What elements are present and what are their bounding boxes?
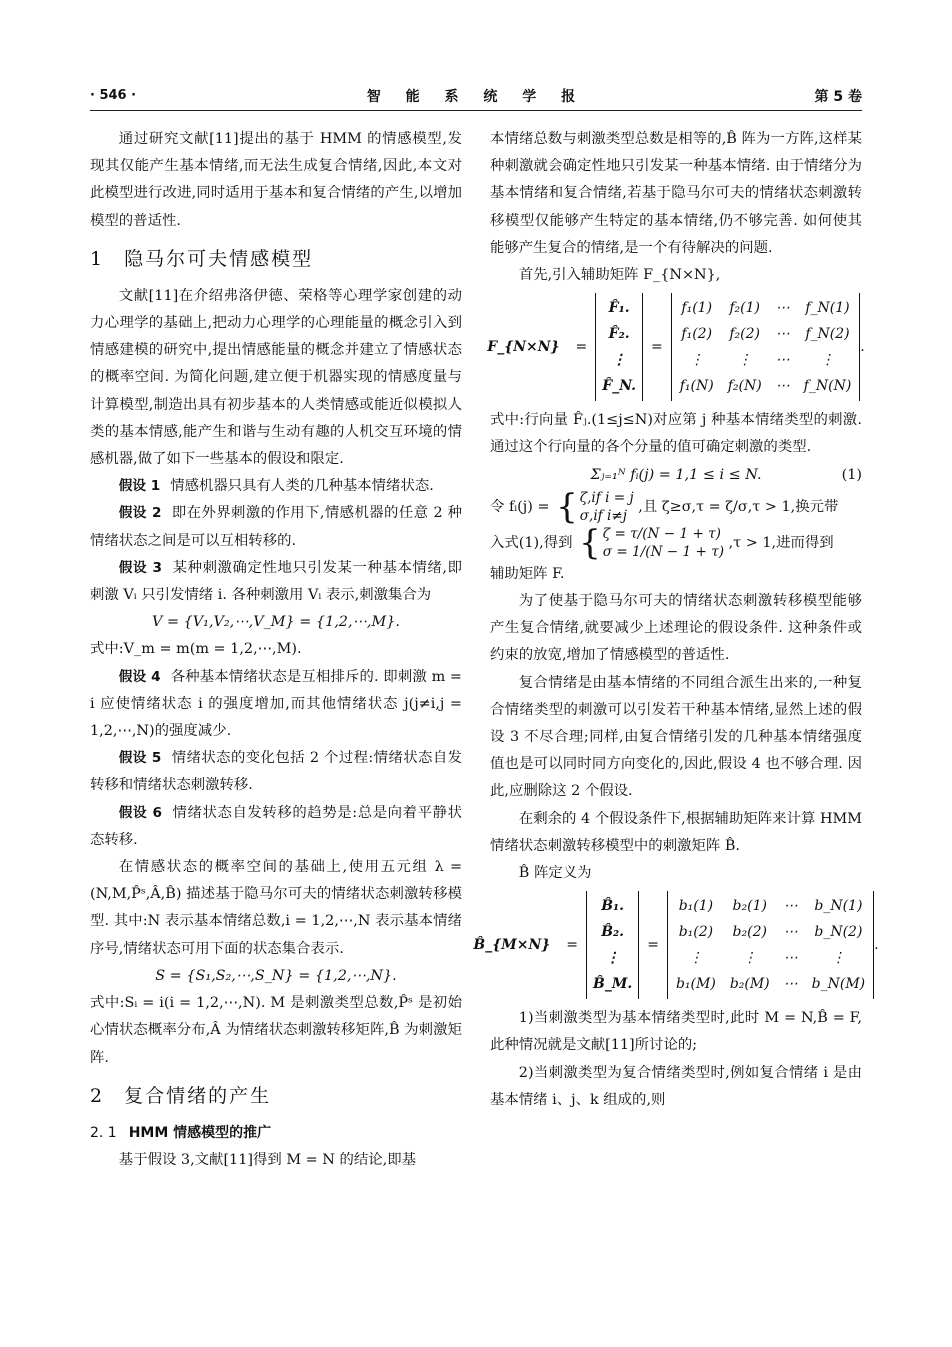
intro-paragraph: 通过研究文献[11]提出的基于 HMM 的情感模型,发现其仅能产生基本情绪,而无法生成复合情绪,因此,本文对此模型进行改进,同时适用于基本和复合情绪的产生,以增加模型的普适性. xyxy=(90,131,462,229)
vector-entry: F̂₂. xyxy=(608,326,630,343)
matrix-cell: f₂(N) xyxy=(727,378,762,395)
journal-title: 智 能 系 统 学 报 xyxy=(366,89,586,105)
assumption-2 xyxy=(90,500,462,554)
paragraph: 1)当刺激类型为基本情绪类型时,此时 M = N,B̂ = F,此种情况就是文献[11]所讨论的; xyxy=(490,1010,862,1054)
matrix-cell: f_N(2) xyxy=(805,326,850,343)
solution-suffix: ,τ > 1,进而得到 xyxy=(728,534,834,551)
section-title: 隐马尔可夫情感模型 xyxy=(124,247,314,270)
piecewise-suffix: ,且 ζ≥σ,τ = ζ/σ,τ > 1,换元带 xyxy=(638,498,839,515)
matrix-cell: f_N(N) xyxy=(803,378,852,395)
running-header xyxy=(90,86,862,111)
assumption-3 xyxy=(90,555,462,609)
assumption-label: 假设 3 xyxy=(118,559,162,576)
piecewise-cases xyxy=(554,486,634,527)
page-number: · 546 · xyxy=(90,88,137,103)
assumption-label: 假设 5 xyxy=(118,750,162,767)
equation-body: Σⱼ₌₁ᴺ fᵢ(j) = 1,1 ≤ i ≤ N. xyxy=(590,466,762,483)
matrix-cell: f₁(2) xyxy=(681,326,713,343)
vector-entry: ⋮ xyxy=(605,950,620,967)
matrix-cell: b₂(1) xyxy=(732,898,767,915)
row-vector-column xyxy=(586,891,639,999)
matrix-cell: ⋮ xyxy=(689,352,704,369)
vector-entry: ⋮ xyxy=(612,352,627,369)
matrix-cell: b₂(M) xyxy=(729,976,770,993)
matrix-cell: b₁(2) xyxy=(678,924,714,941)
matrix-cell: ⋯ xyxy=(783,950,798,967)
matrix-cell: f₁(N) xyxy=(679,378,714,395)
equation-number: (1) xyxy=(841,466,862,483)
case-line: ζ = τ/(N − 1 + τ) xyxy=(602,525,721,542)
case-line: σ = 1/(N − 1 + τ) xyxy=(602,543,725,560)
case-line: σ,if i≠j xyxy=(579,507,627,524)
matrix-cell: b₁(M) xyxy=(675,976,716,993)
paragraph: 在剩余的 4 个假设条件下,根据辅助矩阵来计算 HMM 情绪状态刺激转移模型中的刺激矩阵 B̂. xyxy=(490,810,862,854)
matrix-cell: ⋮ xyxy=(831,950,846,967)
equals-sign: = xyxy=(647,936,659,953)
matrix-cell: ⋯ xyxy=(775,326,790,343)
paragraph: 复合情绪是由基本情绪的不同组合派生出来的,一种复合情绪类型的刺激可以引发若干种基本情绪,显然上述的假设 3 不尽合理;同样,由复合情绪引发的几种基本情绪强度值也是可以同时同方向变化的,因此,假设 4 也不够合理. 因此,应删除这 2 个假设. xyxy=(490,674,862,800)
matrix-label: B̂_{M×N} xyxy=(473,936,551,953)
paragraph: 为了使基于隐马尔可夫的情绪状态刺激转移模型能够产生复合情绪,就要减少上述理论的假设条件. 这种条件或约束的放宽,增加了情感模型的普适性. xyxy=(490,593,862,664)
matrix-grid xyxy=(667,891,874,999)
assumption-text: 某种刺激确定性地只引发某一种基本情绪,即刺激 Vᵢ 只引发情绪 i. 各种刺激用 Vᵢ 表示,刺激集合为 xyxy=(90,559,462,604)
where-clause: 式中:V_m = m(m = 1,2,⋯,M). xyxy=(90,641,302,658)
matrix-B xyxy=(473,891,879,999)
equation-S: S = {S₁,S₂,⋯,S_N} = {1,2,⋯,N}. xyxy=(155,967,397,984)
vector-entry: F̂₁. xyxy=(608,300,630,317)
matrix-cell: ⋮ xyxy=(737,352,752,369)
vector-entry: B̂₁. xyxy=(601,898,625,915)
matrix-cell: b_N(2) xyxy=(814,924,863,941)
vector-entry: B̂_M. xyxy=(593,976,633,993)
matrix-cell: b₂(2) xyxy=(732,924,767,941)
assumption-6 xyxy=(90,800,462,854)
matrix-cell: ⋯ xyxy=(775,300,790,317)
matrix-cell: b_N(1) xyxy=(814,898,863,915)
matrix-cell: b_N(M) xyxy=(811,976,866,993)
paragraph: 基于假设 3,文献[11]得到 M = N 的结论,即基 xyxy=(118,1151,416,1168)
volume-label: 第 5 卷 xyxy=(814,89,862,105)
vector-entry: F̂_N. xyxy=(602,378,636,395)
brace: { xyxy=(579,522,601,563)
paragraph: 在情感状态的概率空间的基础上,使用五元组 λ = (N,M,P̂ˢ,Â,B̂) 描述基于隐马尔可夫的情绪状态刺激转移模型. 其中:N 表示基本情绪总数,i = 1,2,⋯,N 表示基本情绪序号,情绪状态可用下面的状态集合表示. xyxy=(90,859,462,957)
equation-1 xyxy=(490,462,862,489)
matrix-cell: f₂(1) xyxy=(729,300,760,317)
brace: { xyxy=(556,486,578,527)
assumption-label: 假设 6 xyxy=(118,804,162,821)
matrix-cell: b₁(1) xyxy=(678,898,714,915)
assumption-label: 假设 2 xyxy=(118,505,162,522)
section-1-heading xyxy=(90,239,462,279)
assumption-text: 情绪状态自发转移的趋势是:总是向着平静状态转移. xyxy=(90,804,462,848)
matrix-cell: ⋮ xyxy=(688,950,703,967)
piecewise-definition xyxy=(490,486,862,527)
assumption-label: 假设 1 xyxy=(118,478,161,495)
equals-sign: = xyxy=(651,338,663,355)
section-number: 1 xyxy=(90,247,105,270)
matrix-F xyxy=(487,293,865,401)
paragraph: 辅助矩阵 F. xyxy=(490,565,565,582)
paragraph: 2)当刺激类型为复合情绪类型时,例如复合情绪 i 是由基本情绪 i、j、k 组成的,则 xyxy=(490,1064,862,1108)
matrix-cell: ⋯ xyxy=(783,924,798,941)
paragraph: 文献[11]在介绍弗洛伊德、荣格等心理学家创建的动力心理学的基础上,把动力心理学的心理能量的概念引入到情感建模的研究中,提出情感能量的概念并建立了情感状态的概率空间. 为简化问题,建立便于机器实现的情感度量与计算模型,制造出具有初步基本的人类情感或能近似模拟人类的基本情感,能产生和谐与生动有趣的人机交互环境的情感机器,做了如下一些基本的假设和限定. xyxy=(90,287,462,468)
left-column xyxy=(90,126,462,1174)
matrix-cell: ⋮ xyxy=(820,352,835,369)
assumption-text: 即在外界刺激的作用下,情感机器的任意 2 种情绪状态之间是可以互相转移的. xyxy=(90,505,462,549)
matrix-cell: f₂(2) xyxy=(729,326,760,343)
assumption-label: 假设 4 xyxy=(118,668,161,685)
matrix-cell: ⋮ xyxy=(742,950,757,967)
assumption-text: 情绪状态的变化包括 2 个过程:情绪状态自发转移和情绪状态刺激转移. xyxy=(90,750,462,794)
solution-prefix: 入式(1),得到 xyxy=(490,534,573,551)
matrix-cell: ⋯ xyxy=(775,378,790,395)
solution-line xyxy=(490,522,862,563)
section-number: 2 xyxy=(90,1084,105,1107)
equals-sign: = xyxy=(575,338,588,355)
matrix-cell: ⋯ xyxy=(783,976,798,993)
matrix-grid xyxy=(671,293,861,401)
equals-sign: = xyxy=(566,936,579,953)
section-2-heading xyxy=(90,1076,462,1116)
matrix-cell: f₁(1) xyxy=(681,300,713,317)
subsection-number: 2. 1 xyxy=(90,1124,117,1141)
equation-V: V = {V₁,V₂,⋯,V_M} = {1,2,⋯,M}. xyxy=(152,614,400,631)
assumption-text: 情感机器只具有人类的几种基本情绪状态. xyxy=(170,478,434,495)
assumption-text: 各种基本情绪状态是互相排斥的. 即刺激 m = i 应使情绪状态 i 的强度增加,而其他情绪状态 j(j≠i,j = 1,2,⋯,N)的强度减少. xyxy=(90,668,462,740)
paragraph: 本情绪总数与刺激类型总数是相等的,B̂ 阵为一方阵,这样某种刺激就会确定性地只引发某一种基本情绪. 由于情绪分为基本情绪和复合情绪,若基于隐马尔可夫的情绪状态刺激转移模型仅能够产生特定的基本情绪,仍不够完善. 如何使其能够产生复合的情绪,是一个有待解决的问题. xyxy=(490,131,862,256)
section-title: 复合情绪的产生 xyxy=(124,1084,272,1107)
case-line: ζ,if i = j xyxy=(579,489,634,506)
period: . xyxy=(860,338,865,355)
assumption-5 xyxy=(90,745,462,799)
right-column xyxy=(473,126,879,1114)
piecewise-prefix: 令 fᵢ(j) = xyxy=(490,498,550,515)
paragraph: 式中:Sᵢ = i(i = 1,2,⋯,N). M 是刺激类型总数,P̂ˢ 是初始心情状态概率分布,Â 为情绪状态刺激转移矩阵,B̂ 为刺激矩阵. xyxy=(90,995,462,1066)
row-vector-column xyxy=(595,293,643,401)
assumption-4 xyxy=(90,664,462,746)
subsection-2-1-heading xyxy=(90,1120,462,1147)
matrix-label: F_{N×N} xyxy=(487,338,560,355)
matrix-cell: f_N(1) xyxy=(805,300,850,317)
paragraph: B̂ 阵定义为 xyxy=(518,865,592,882)
paragraph: 式中:行向量 F̂ⱼ.(1≤j≤N)对应第 j 种基本情绪类型的刺激. 通过这个行向量的各个分量的值可确定刺激的类型. xyxy=(490,412,862,456)
matrix-cell: ⋯ xyxy=(783,898,798,915)
period: . xyxy=(874,936,879,953)
matrix-cell: ⋯ xyxy=(775,352,790,369)
paragraph: 首先,引入辅助矩阵 F_{N×N}, xyxy=(518,267,721,284)
vector-entry: B̂₂. xyxy=(601,924,625,941)
subsection-title: HMM 情感模型的推广 xyxy=(128,1124,272,1141)
solution-cases xyxy=(577,522,725,563)
assumption-1 xyxy=(90,473,462,500)
